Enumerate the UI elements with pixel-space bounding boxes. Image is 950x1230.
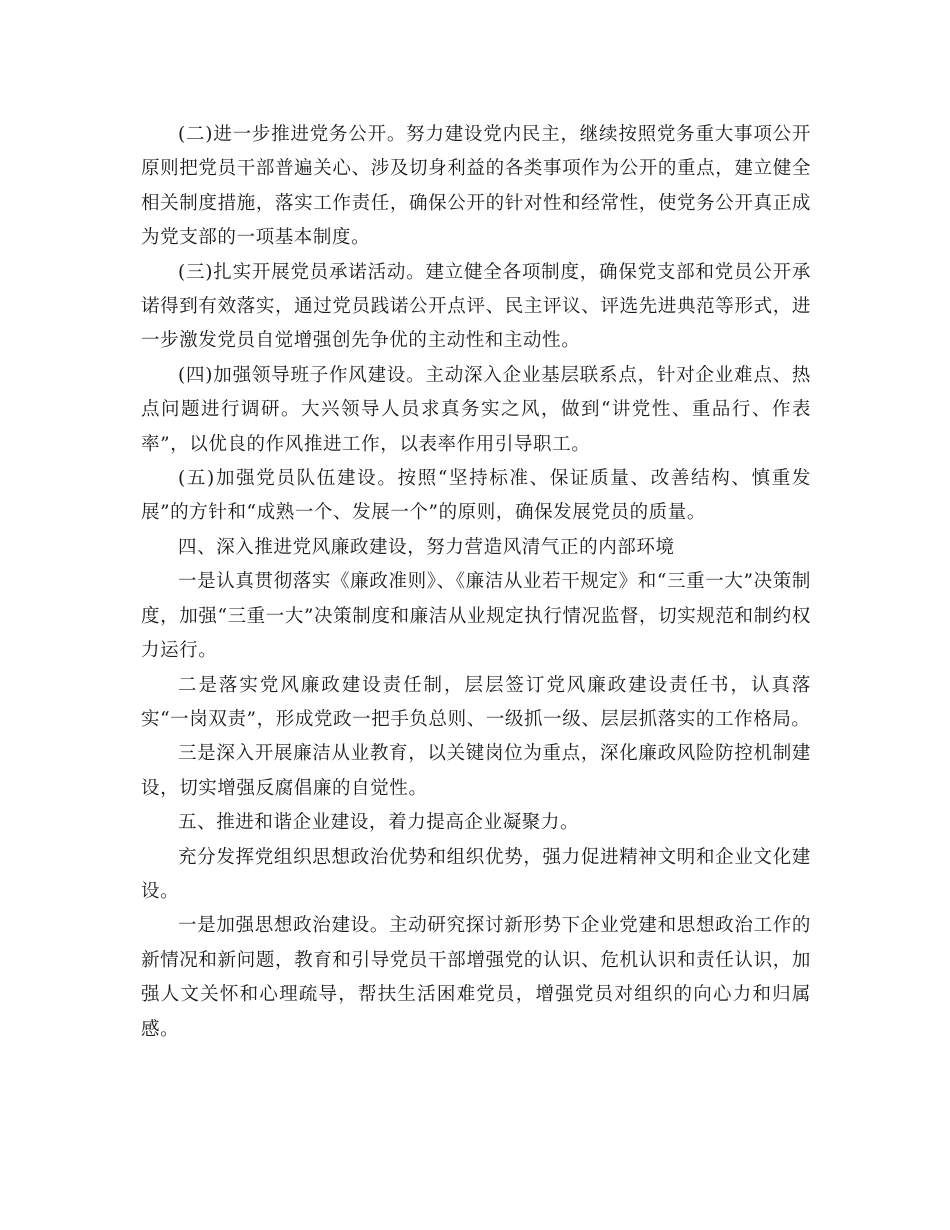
paragraph-member-commitment: (三)扎实开展党员承诺活动。建立健全各项制度，确保党支部和党员公开承诺得到有效落实，通过党员践诺公开点评、民主评议、评选先进典范等形式，进一步激发党员自觉增强创先争优的主动性和主动性。 [141, 261, 811, 352]
paragraph-party-affairs-openness: (二)进一步推进党务公开。努力建设党内民主，继续按照党务重大事项公开原则把党员干部普遍关心、涉及切身利益的各类事项作为公开的重点，建立健全相关制度措施，落实工作责任，确保公开的针对性和经常性，使党务公开真正成为党支部的一项基本制度。 [141, 124, 811, 249]
section-heading-integrity: 四、深入推进党风廉政建设，努力营造风清气正的内部环境 [178, 536, 675, 558]
paragraph-integrity-item-3: 三是深入开展廉洁从业教育，以关键岗位为重点，深化廉政风险防控机制建设，切实增强反腐倡廉的自觉性。 [141, 743, 811, 799]
section-heading-harmony: 五、推进和谐企业建设，着力提高企业凝聚力。 [178, 812, 580, 834]
paragraph-harmony-intro: 充分发挥党组织思想政治优势和组织优势，强力促进精神文明和企业文化建设。 [141, 846, 811, 902]
document-body [141, 118, 811, 1047]
paragraph-leadership-style: (四)加强领导班子作风建设。主动深入企业基层联系点，针对企业难点、热点问题进行调研。大兴领导人员求真务实之风，做到“讲党性、重品行、作表率”，以优良的作风推进工作，以表率作用引导职工。 [141, 364, 811, 455]
paragraph-integrity-item-1: 一是认真贯彻落实《廉政准则》、《廉洁从业若干规定》和“三重一大”决策制度，加强“三重一大”决策制度和廉洁从业规定执行情况监督，切实规范和制约权力运行。 [141, 571, 811, 662]
paragraph-integrity-item-2: 二是落实党风廉政建设责任制，层层签订党风廉政建设责任书，认真落实“一岗双责”，形成党政一把手负总则、一级抓一级、层层抓落实的工作格局。 [141, 674, 811, 730]
paragraph-member-team-building: (五)加强党员队伍建设。按照“坚持标准、保证质量、改善结构、慎重发展”的方针和“成熟一个、发展一个”的原则，确保发展党员的质量。 [141, 468, 811, 524]
paragraph-harmony-item-1: 一是加强思想政治建设。主动研究探讨新形势下企业党建和思想政治工作的新情况和新问题，教育和引导党员干部增强党的认识、危机认识和责任认识，加强人文关怀和心理疏导，帮扶生活困难党员，增强党员对组织的向心力和归属感。 [141, 915, 811, 1040]
